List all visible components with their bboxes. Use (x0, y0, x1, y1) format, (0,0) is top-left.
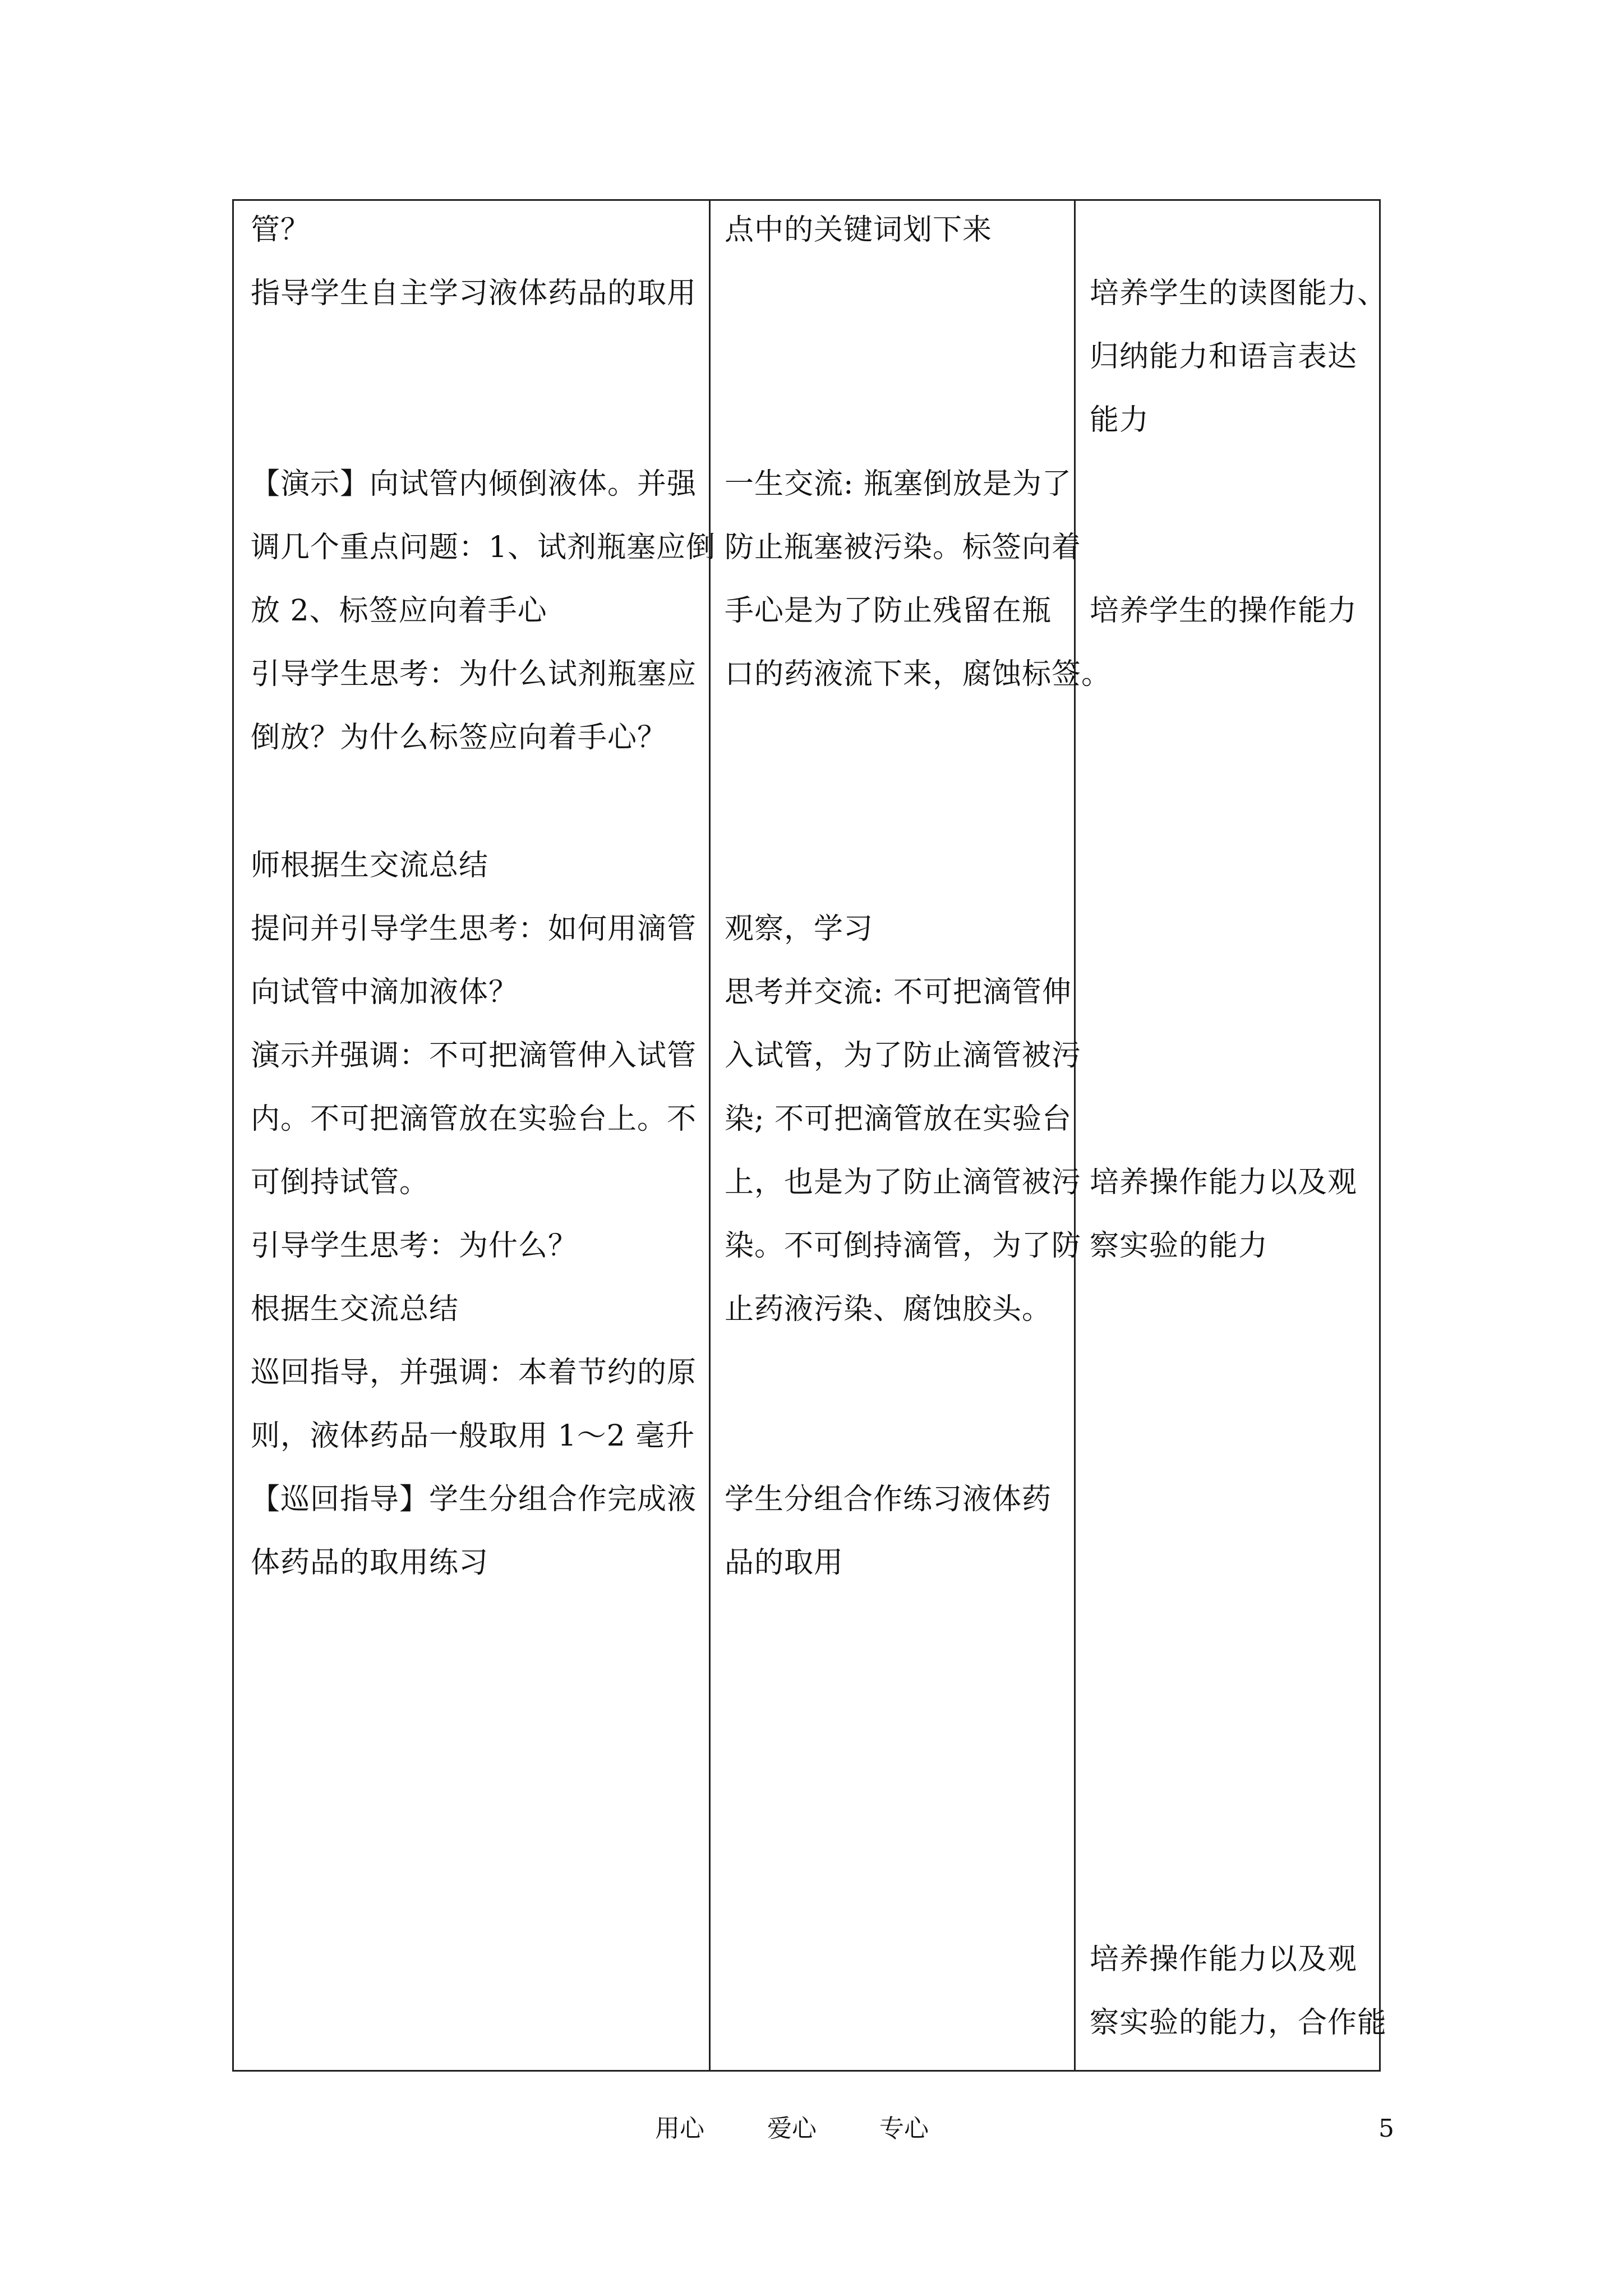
student-line: 上，也是为了防止滴管被污 (725, 1166, 1082, 1199)
column-divider (709, 201, 711, 2070)
teacher-line: 提问并引导学生思考：如何用滴管 (251, 912, 697, 946)
student-line: 学生分组合作练习液体药 (725, 1483, 1052, 1516)
intent-line: 培养操作能力以及观 (1090, 1943, 1358, 1976)
student-activity-column (725, 201, 1112, 2070)
footer-motto (655, 2115, 929, 2143)
footer-motto-item: 用心 (655, 2114, 704, 2143)
teacher-line: 放 2、标签应向着手心 (251, 594, 547, 628)
student-line: 染。不可倒持滴管，为了防 (725, 1229, 1082, 1263)
footer-motto-item: 专心 (879, 2114, 929, 2143)
column-divider (1074, 201, 1076, 2070)
teacher-line: 体药品的取用练习 (251, 1546, 489, 1580)
student-line: 手心是为了防止残留在瓶 (725, 594, 1052, 628)
teacher-line: 调几个重点问题：1、试剂瓶塞应倒 (251, 531, 716, 564)
page-number: 5 (1378, 2114, 1394, 2143)
student-line: 口的药液流下来，腐蚀标签。 (725, 657, 1112, 691)
footer-motto-item: 爱心 (767, 2114, 817, 2143)
teacher-line: 师根据生交流总结 (251, 849, 489, 882)
teacher-line: 倒放？为什么标签应向着手心？ (251, 721, 667, 754)
intent-line: 培养学生的读图能力、 (1090, 277, 1387, 310)
intent-line: 察实验的能力 (1090, 1229, 1269, 1263)
teacher-line: 内。不可把滴管放在实验台上。不 (251, 1102, 697, 1136)
student-line: 防止瓶塞被污染。标签向着 (725, 531, 1082, 564)
student-line: 思考并交流: 不可把滴管伸 (725, 976, 1072, 1009)
intent-line: 培养操作能力以及观 (1090, 1166, 1358, 1199)
teacher-activity-column (251, 201, 716, 2070)
student-line: 品的取用 (725, 1546, 844, 1580)
teacher-line: 【巡回指导】学生分组合作完成液 (251, 1483, 697, 1516)
teacher-line: 演示并强调：不可把滴管伸入试管 (251, 1039, 697, 1073)
intent-line: 归纳能力和语言表达 (1090, 340, 1358, 374)
student-line: 观察，学习 (725, 912, 874, 946)
teacher-line: 巡回指导，并强调：本着节约的原 (251, 1356, 697, 1389)
teacher-line: 根据生交流总结 (251, 1292, 459, 1326)
student-line: 一生交流: 瓶塞倒放是为了 (725, 467, 1072, 501)
student-line: 入试管，为了防止滴管被污 (725, 1039, 1082, 1073)
student-line: 点中的关键词划下来 (725, 213, 993, 247)
intent-line: 察实验的能力，合作能 (1090, 2006, 1387, 2040)
teacher-line: 向试管中滴加液体？ (251, 976, 519, 1009)
design-intent-column (1090, 201, 1387, 2070)
intent-line: 培养学生的操作能力 (1090, 594, 1358, 628)
teacher-line: 则，液体药品一般取用 1～2 毫升 (251, 1419, 695, 1453)
intent-line: 能力 (1090, 403, 1150, 437)
teacher-line: 可倒持试管。 (251, 1166, 430, 1199)
student-line: 染; 不可把滴管放在实验台 (725, 1102, 1072, 1136)
teacher-line: 引导学生思考：为什么试剂瓶塞应 (251, 657, 697, 691)
lesson-plan-table (232, 199, 1387, 2072)
teacher-line: 管？ (251, 213, 311, 247)
teacher-line: 【演示】向试管内倾倒液体。并强 (251, 467, 697, 501)
teacher-line: 指导学生自主学习液体药品的取用 (251, 277, 697, 310)
student-line: 止药液污染、腐蚀胶头。 (725, 1292, 1052, 1326)
teacher-line: 引导学生思考：为什么？ (251, 1229, 578, 1263)
